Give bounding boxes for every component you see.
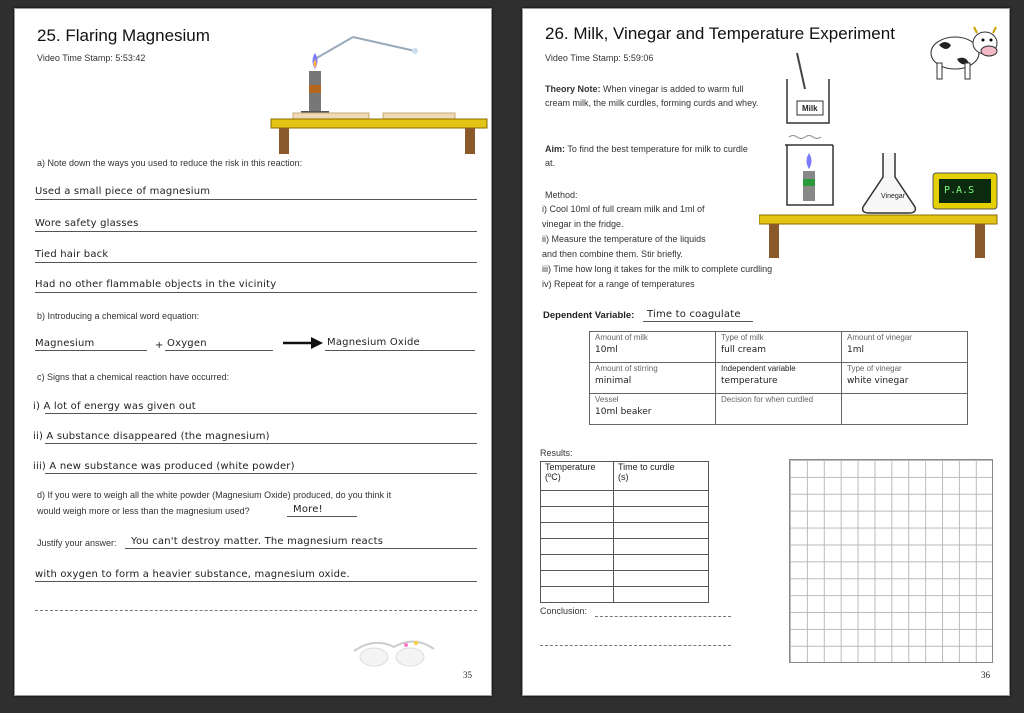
table-cell <box>541 507 614 523</box>
table-cell <box>614 523 709 539</box>
table-row <box>541 491 709 507</box>
vinegar-label: Vinegar <box>881 193 906 200</box>
method-step: i) Cool 10ml of full cream milk and 1ml of <box>542 204 705 214</box>
answer-line <box>35 581 477 582</box>
answer-c-2: ii) A substance disappeared (the magnesium) <box>33 431 270 442</box>
controlled-variables-table <box>589 331 968 425</box>
milk-vinegar-apparatus-illustration <box>759 53 999 261</box>
graph-grid <box>789 459 993 663</box>
equation-reactant-1: Magnesium <box>35 338 95 349</box>
justify-answer-1: You can't destroy matter. The magnesium reacts <box>131 536 384 547</box>
magnesium-apparatus-illustration <box>265 27 492 155</box>
answer-d: More! <box>293 504 323 515</box>
table-row <box>590 332 968 363</box>
answer-a-1: Used a small piece of magnesium <box>35 186 211 197</box>
answer-c-1: i) A lot of energy was given out <box>33 401 196 412</box>
table-cell <box>842 394 968 425</box>
table-row <box>541 462 709 491</box>
conclusion-label: Conclusion: <box>540 606 588 616</box>
theory-text: When vinegar is added to warm full cream milk, the milk curdles, forming curds and whey. <box>545 84 759 108</box>
justify-answer-2: with oxygen to form a heavier substance, magnesium oxide. <box>35 569 350 580</box>
table-header-temperature: Temperature (ºC) <box>541 462 614 491</box>
dependent-variable-value: Time to coagulate <box>647 309 741 320</box>
table-row <box>541 507 709 523</box>
method-step: iv) Repeat for a range of temperatures <box>542 279 695 289</box>
table-cell <box>614 555 709 571</box>
answer-line <box>45 473 477 474</box>
table-cell: Type of milk full cream <box>716 332 842 363</box>
table-cell: Type of vinegar white vinegar <box>842 363 968 394</box>
equation-product: Magnesium Oxide <box>327 337 420 348</box>
milk-label: Milk <box>802 104 818 113</box>
reaction-arrow-icon <box>283 337 323 349</box>
table-cell <box>541 571 614 587</box>
table-header-time: Time to curdle (s) <box>614 462 709 491</box>
answer-line <box>540 645 731 646</box>
table-cell <box>541 539 614 555</box>
answer-line <box>45 413 477 414</box>
page-title: 25. Flaring Magnesium <box>37 26 210 45</box>
table-cell: Amount of vinegar 1ml <box>842 332 968 363</box>
aim-text: To find the best temperature for milk to curdle at. <box>545 144 748 168</box>
table-cell: Independent variable temperature <box>716 363 842 394</box>
method-step: iii) Time how long it takes for the milk to complete curdling <box>542 264 773 274</box>
answer-c-3: iii) A new substance was produced (white powder) <box>33 461 295 472</box>
method-label: Method: <box>545 190 578 200</box>
answer-line <box>35 610 477 611</box>
answer-line <box>287 516 357 517</box>
equation-reactant-2: Oxygen <box>167 338 207 349</box>
answer-line <box>35 199 477 200</box>
page-right <box>522 8 1010 696</box>
table-cell <box>614 571 709 587</box>
table-row <box>590 363 968 394</box>
table-cell <box>614 539 709 555</box>
dependent-variable-label: Dependent Variable: <box>543 310 635 321</box>
timer-display: P.A.S <box>944 185 975 196</box>
question-c: c) Signs that a chemical reaction have occurred: <box>37 372 230 382</box>
safety-glasses-icon <box>350 631 440 677</box>
method-step: vinegar in the fridge. <box>542 219 624 229</box>
table-cell <box>541 555 614 571</box>
table-cell <box>541 523 614 539</box>
table-cell: Amount of stirring minimal <box>590 363 716 394</box>
table-row <box>590 394 968 425</box>
theory-label: Theory Note: <box>545 84 601 94</box>
question-d-line-1: d) If you were to weigh all the white powder (Magnesium Oxide) produced, do you think it <box>37 490 392 500</box>
answer-a-4: Had no other flammable objects in the vicinity <box>35 279 277 290</box>
method-step: ii) Measure the temperature of the liquids <box>542 234 706 244</box>
answer-line <box>643 321 753 322</box>
table-cell <box>541 491 614 507</box>
equation-line <box>165 350 273 351</box>
answer-line <box>35 262 477 263</box>
answer-line <box>35 292 477 293</box>
page-number: 36 <box>981 670 990 680</box>
question-d-line-2: would weigh more or less than the magnesium used? <box>37 506 250 516</box>
table-cell: Decision for when curdled <box>716 394 842 425</box>
table-cell: Amount of milk 10ml <box>590 332 716 363</box>
table-cell <box>541 587 614 603</box>
equation-plus: + <box>155 340 164 351</box>
table-cell <box>614 507 709 523</box>
method-step: and then combine them. Stir briefly. <box>542 249 683 259</box>
table-cell: Vessel 10ml beaker <box>590 394 716 425</box>
theory-note <box>545 83 761 110</box>
table-row <box>541 539 709 555</box>
answer-a-3: Tied hair back <box>35 249 109 260</box>
video-time-stamp: Video Time Stamp: 5:59:06 <box>545 53 654 63</box>
answer-line <box>35 231 477 232</box>
page-number: 35 <box>463 670 472 680</box>
results-table <box>540 461 709 603</box>
answer-line <box>45 443 477 444</box>
justify-label: Justify your answer: <box>37 538 117 548</box>
page-left <box>14 8 492 696</box>
question-a: a) Note down the ways you used to reduce the risk in this reaction: <box>37 158 303 168</box>
aim-label: Aim: <box>545 144 565 154</box>
aim <box>545 143 757 170</box>
answer-line <box>125 548 477 549</box>
table-row <box>541 587 709 603</box>
answer-line <box>595 616 731 617</box>
table-cell <box>614 491 709 507</box>
equation-line <box>35 350 147 351</box>
table-cell <box>614 587 709 603</box>
equation-line <box>325 350 475 351</box>
table-row <box>541 571 709 587</box>
answer-a-2: Wore safety glasses <box>35 218 139 229</box>
page-title: 26. Milk, Vinegar and Temperature Experiment <box>545 24 895 43</box>
results-label: Results: <box>540 448 573 458</box>
table-row <box>541 523 709 539</box>
video-time-stamp: Video Time Stamp: 5:53:42 <box>37 53 146 63</box>
table-row <box>541 555 709 571</box>
question-b: b) Introducing a chemical word equation: <box>37 311 200 321</box>
